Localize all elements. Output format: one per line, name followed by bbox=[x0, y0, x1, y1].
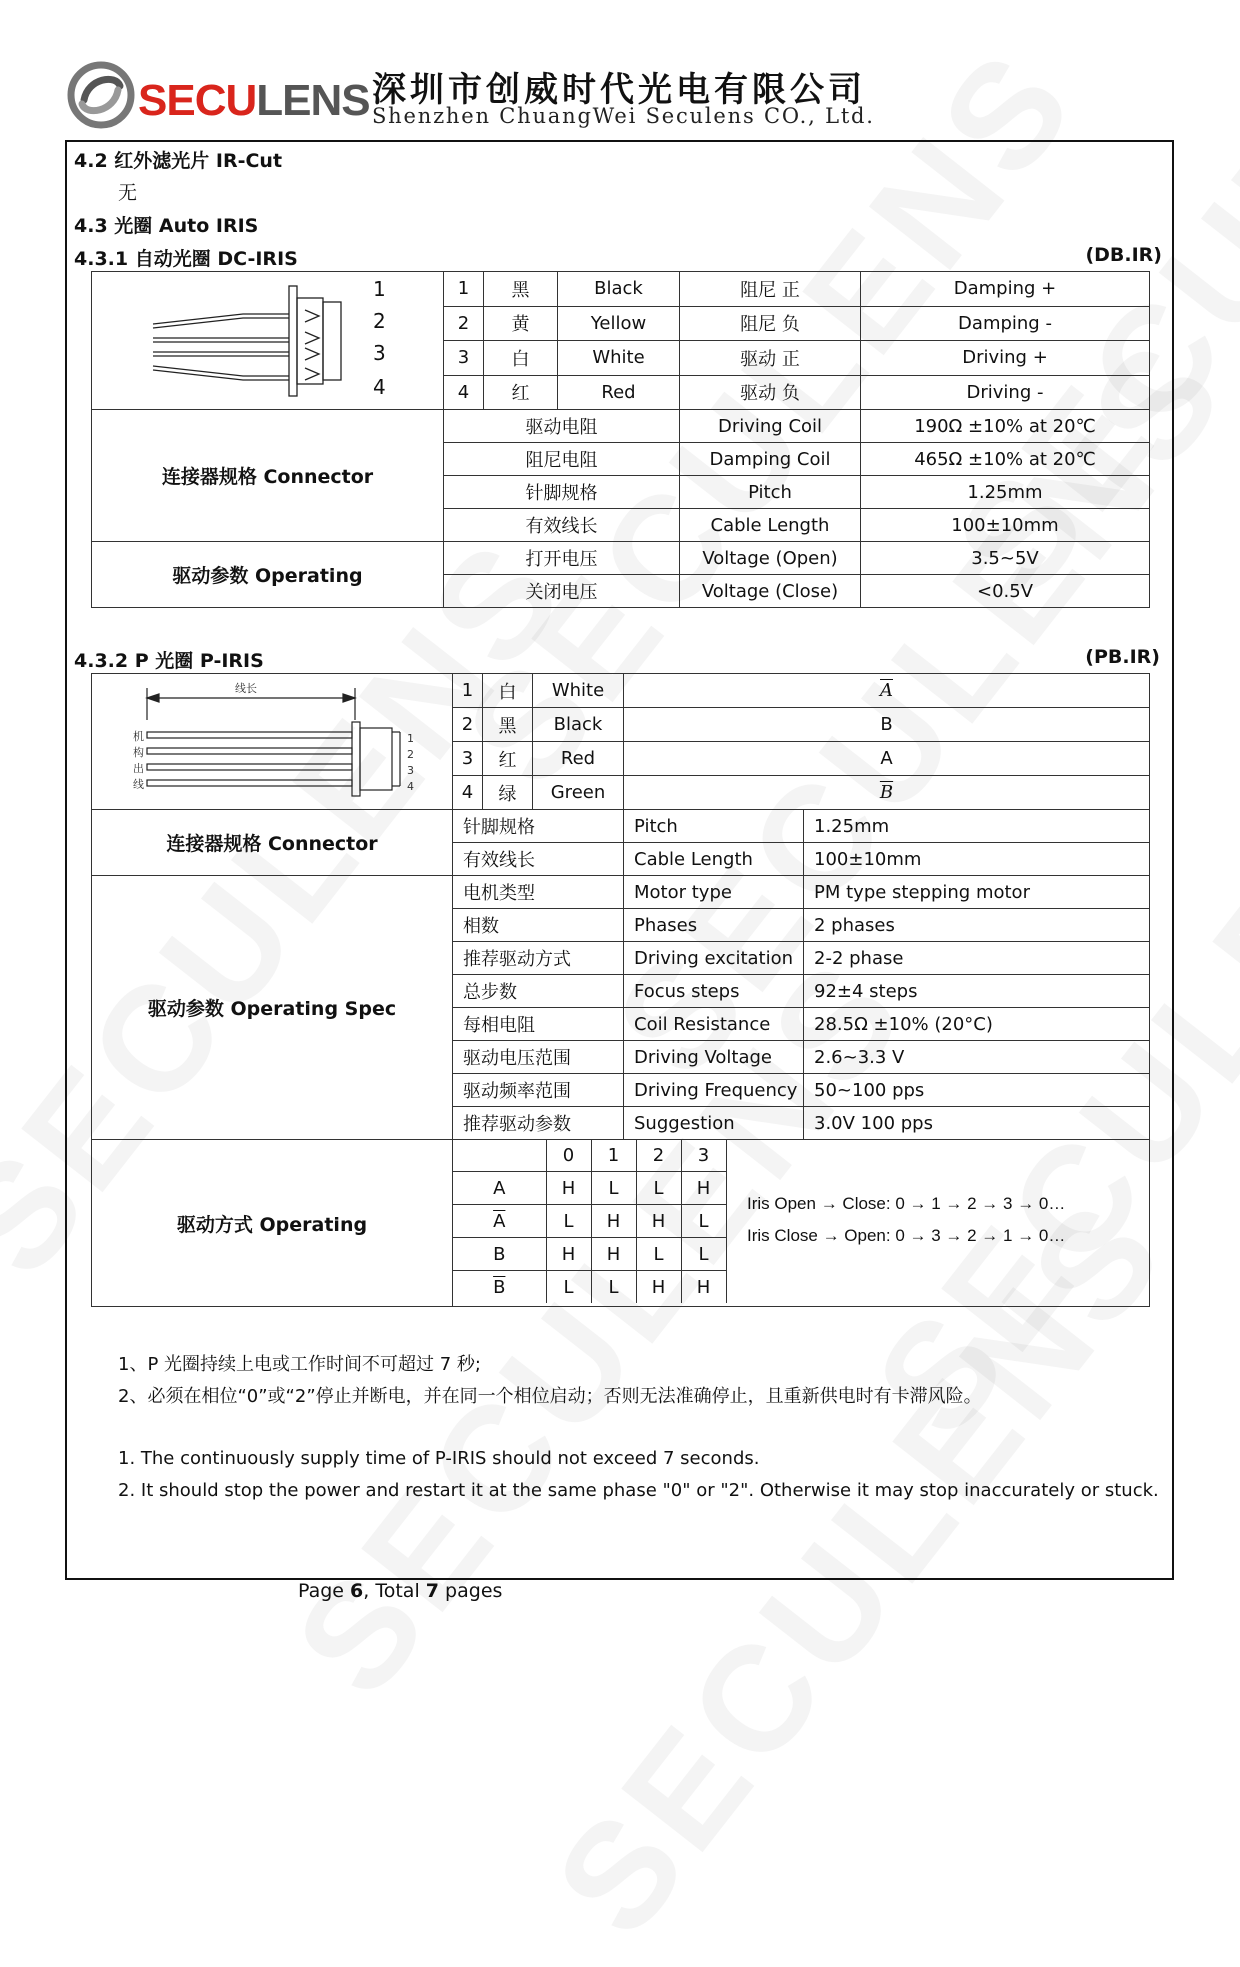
phase-corner bbox=[453, 1140, 546, 1172]
wire-color-cn: 绿 bbox=[483, 776, 533, 810]
spec-name-en: Damping Coil bbox=[680, 443, 861, 476]
sequence-open: Iris Open → Close: 0 → 1 → 2 → 3 → 0… bbox=[747, 1194, 1066, 1213]
spec-value: 100±10mm bbox=[804, 843, 1150, 876]
note-cn-1: 1、P 光圈持续上电或工作时间不可超过 7 秒; bbox=[118, 1354, 481, 1375]
dc-iris-table bbox=[91, 271, 1150, 608]
spec-name-en: Driving Frequency bbox=[624, 1074, 804, 1107]
spec-value: 1.25mm bbox=[804, 810, 1150, 843]
spec-name-en: Coil Resistance bbox=[624, 1008, 804, 1041]
drive-mode-label: 驱动方式 Operating bbox=[92, 1140, 453, 1307]
wire-function-cn: 驱动 负 bbox=[680, 375, 861, 410]
phase-value: H bbox=[546, 1238, 591, 1271]
spec-name-cn: 针脚规格 bbox=[444, 476, 680, 509]
phase-value: L bbox=[591, 1271, 636, 1304]
drive-mode-cell bbox=[453, 1140, 1150, 1307]
phase-value: L bbox=[681, 1205, 726, 1238]
phase-name bbox=[453, 1271, 546, 1304]
phase-value: H bbox=[636, 1205, 681, 1238]
diagram-pin-label: 3 bbox=[406, 764, 414, 777]
spec-name-cn: 驱动电压范围 bbox=[453, 1041, 624, 1074]
sequence-close: Iris Close → Open: 0 → 3 → 2 → 1 → 0… bbox=[747, 1226, 1066, 1245]
wire-function-en: Damping - bbox=[861, 306, 1150, 341]
note-en-2: 2. It should stop the power and restart it at the same phase "0" or "2". Otherwise it may stop inaccurately or stuck. bbox=[118, 1480, 1159, 1501]
spec-value: 28.5Ω ±10% (20°C) bbox=[804, 1008, 1150, 1041]
spec-name-cn: 驱动电阻 bbox=[444, 410, 680, 443]
wire-color-cn: 白 bbox=[484, 341, 558, 376]
wire-color-en: Black bbox=[533, 708, 624, 742]
wire-function-cn: 阻尼 负 bbox=[680, 306, 861, 341]
footer-total-pages: 7 bbox=[425, 1580, 440, 1602]
spec-value: 100±10mm bbox=[861, 509, 1150, 542]
signal-b-bar: $\overline{B}$ bbox=[879, 782, 894, 803]
wire-color-en: Red bbox=[533, 742, 624, 776]
note-cn-2: 2、必须在相位“0”或“2”停止并断电，并在同一个相位启动；否则无法准确停止，且重新供电时有卡滞风险。 bbox=[118, 1386, 982, 1407]
connector-spec-label: 连接器规格 Connector bbox=[92, 410, 444, 542]
section-4-2-title: 4.2 红外滤光片 IR-Cut bbox=[74, 150, 283, 172]
phase-name bbox=[453, 1205, 546, 1238]
footer-middle: , Total bbox=[363, 1580, 426, 1602]
connector-diagram-icon bbox=[93, 272, 443, 404]
phase-value: L bbox=[636, 1172, 681, 1205]
wire-color-en: Black bbox=[558, 272, 680, 307]
diagram-pin-label: 1 bbox=[372, 277, 386, 301]
diagram-side-label: 构 bbox=[132, 746, 144, 759]
spec-value: PM type stepping motor bbox=[804, 876, 1150, 909]
spec-name-en: Voltage (Close) bbox=[680, 575, 861, 608]
footer-suffix: pages bbox=[439, 1580, 503, 1602]
phase-name-bar: $\overline{B}$ bbox=[493, 1276, 506, 1298]
spec-name-cn: 推荐驱动参数 bbox=[453, 1107, 624, 1140]
section-4-3-2-title: 4.3.2 P 光圈 P-IRIS bbox=[74, 650, 264, 672]
company-name-cn: 深圳市创威时代光电有限公司 bbox=[372, 70, 866, 110]
logo-text: SECULENS bbox=[138, 76, 370, 125]
spec-name-cn: 驱动频率范围 bbox=[453, 1074, 624, 1107]
diagram-pin-label: 2 bbox=[372, 309, 386, 333]
wire-number: 3 bbox=[444, 341, 484, 376]
spec-name-en: Voltage (Open) bbox=[680, 542, 861, 575]
spec-name-cn: 总步数 bbox=[453, 975, 624, 1008]
signal-a-bar: $\overline{A}$ bbox=[880, 680, 893, 701]
spec-name-en: Suggestion bbox=[624, 1107, 804, 1140]
wire-number: 1 bbox=[444, 272, 484, 307]
spec-name-cn: 关闭电压 bbox=[444, 575, 680, 608]
section-4-3-title: 4.3 光圈 Auto IRIS bbox=[74, 215, 259, 237]
wire-function-en: Driving + bbox=[861, 341, 1150, 376]
wire-color-cn: 红 bbox=[483, 742, 533, 776]
footer-page-number: 6 bbox=[350, 1580, 364, 1602]
spec-value: 2.6~3.3 V bbox=[804, 1041, 1150, 1074]
diagram-pin-label: 3 bbox=[372, 341, 386, 365]
spec-name-en: Cable Length bbox=[680, 509, 861, 542]
wire-color-cn: 黄 bbox=[484, 306, 558, 341]
spec-value: 465Ω ±10% at 20℃ bbox=[861, 443, 1150, 476]
spec-value: 190Ω ±10% at 20℃ bbox=[861, 410, 1150, 443]
phase-value: L bbox=[681, 1238, 726, 1271]
phase-name: B bbox=[453, 1238, 546, 1271]
operating-spec-label: 驱动参数 Operating Spec bbox=[92, 876, 453, 1140]
wire-signal bbox=[624, 776, 1150, 810]
wire-color-en: Red bbox=[558, 375, 680, 410]
diagram-length-label: 线长 bbox=[234, 682, 257, 695]
phase-value: H bbox=[681, 1172, 726, 1205]
wire-color-en: White bbox=[533, 674, 624, 708]
spec-name-en: Cable Length bbox=[624, 843, 804, 876]
wire-color-cn: 红 bbox=[484, 375, 558, 410]
wire-color-en: Yellow bbox=[558, 306, 680, 341]
diagram-pin-label: 1 bbox=[406, 732, 414, 745]
wire-color-en: White bbox=[558, 341, 680, 376]
spec-value: 3.5~5V bbox=[861, 542, 1150, 575]
wire-function-cn: 阻尼 正 bbox=[680, 272, 861, 307]
spec-value: 92±4 steps bbox=[804, 975, 1150, 1008]
spec-name-cn: 阻尼电阻 bbox=[444, 443, 680, 476]
wire-function-en: Driving - bbox=[861, 375, 1150, 410]
wire-signal bbox=[624, 674, 1150, 708]
phase-step-header: 2 bbox=[636, 1140, 681, 1172]
section-4-2-value: 无 bbox=[118, 182, 138, 204]
company-logo-icon bbox=[66, 60, 136, 130]
wire-signal: B bbox=[624, 708, 1150, 742]
spec-value: 2 phases bbox=[804, 909, 1150, 942]
phase-step-header: 3 bbox=[681, 1140, 726, 1172]
wire-number: 1 bbox=[453, 674, 483, 708]
wire-number: 4 bbox=[453, 776, 483, 810]
connector-diagram-icon bbox=[95, 674, 450, 804]
page-footer bbox=[298, 1580, 502, 1602]
phase-name-bar: $\overline{A}$ bbox=[493, 1210, 506, 1232]
wire-signal: A bbox=[624, 742, 1150, 776]
spec-name-cn: 相数 bbox=[453, 909, 624, 942]
phase-value: L bbox=[591, 1172, 636, 1205]
diagram-pin-label: 4 bbox=[406, 780, 414, 793]
wire-color-en: Green bbox=[533, 776, 624, 810]
section-4-3-1-title: 4.3.1 自动光圈 DC-IRIS bbox=[74, 248, 298, 270]
spec-value: 2-2 phase bbox=[804, 942, 1150, 975]
spec-value: <0.5V bbox=[861, 575, 1150, 608]
phase-value: H bbox=[591, 1205, 636, 1238]
phase-name: A bbox=[453, 1172, 546, 1205]
wire-number: 2 bbox=[444, 306, 484, 341]
spec-value: 50~100 pps bbox=[804, 1074, 1150, 1107]
company-name-en: Shenzhen ChuangWei Seculens CO., Ltd. bbox=[372, 104, 875, 128]
spec-name-cn: 有效线长 bbox=[453, 843, 624, 876]
wire-function-cn: 驱动 正 bbox=[680, 341, 861, 376]
wire-number: 4 bbox=[444, 375, 484, 410]
p-iris-table bbox=[91, 673, 1150, 1307]
diagram-side-label: 线 bbox=[132, 778, 144, 791]
phase-value: H bbox=[681, 1271, 726, 1304]
spec-name-cn: 有效线长 bbox=[444, 509, 680, 542]
spec-name-en: Phases bbox=[624, 909, 804, 942]
dc-iris-connector-diagram bbox=[92, 272, 444, 410]
spec-name-en: Driving Coil bbox=[680, 410, 861, 443]
wire-function-en: Damping + bbox=[861, 272, 1150, 307]
phase-value: H bbox=[546, 1172, 591, 1205]
diagram-pin-label: 2 bbox=[406, 748, 414, 761]
connector-spec-label: 连接器规格 Connector bbox=[92, 810, 453, 876]
spec-name-cn: 推荐驱动方式 bbox=[453, 942, 624, 975]
spec-value: 3.0V 100 pps bbox=[804, 1107, 1150, 1140]
phase-value: H bbox=[591, 1238, 636, 1271]
diagram-side-label: 出 bbox=[132, 762, 144, 775]
footer-prefix: Page bbox=[298, 1580, 351, 1602]
wire-color-cn: 黑 bbox=[484, 272, 558, 307]
spec-name-cn: 每相电阻 bbox=[453, 1008, 624, 1041]
spec-name-en: Driving Voltage bbox=[624, 1041, 804, 1074]
operating-spec-label: 驱动参数 Operating bbox=[92, 542, 444, 608]
spec-name-en: Focus steps bbox=[624, 975, 804, 1008]
wire-number: 3 bbox=[453, 742, 483, 776]
diagram-side-label: 机 bbox=[132, 730, 144, 743]
spec-name-en: Driving excitation bbox=[624, 942, 804, 975]
p-iris-code: (PB.IR) bbox=[1085, 646, 1160, 668]
wire-color-cn: 黑 bbox=[483, 708, 533, 742]
spec-value: 1.25mm bbox=[861, 476, 1150, 509]
dc-iris-code: (DB.IR) bbox=[1085, 244, 1162, 266]
wire-color-cn: 白 bbox=[483, 674, 533, 708]
phase-value: L bbox=[546, 1271, 591, 1304]
spec-name-en: Pitch bbox=[680, 476, 861, 509]
spec-name-cn: 打开电压 bbox=[444, 542, 680, 575]
note-en-1: 1. The continuously supply time of P-IRIS should not exceed 7 seconds. bbox=[118, 1448, 760, 1469]
phase-value: H bbox=[636, 1271, 681, 1304]
phase-step-header: 0 bbox=[546, 1140, 591, 1172]
spec-name-en: Pitch bbox=[624, 810, 804, 843]
phase-value: L bbox=[636, 1238, 681, 1271]
phase-table bbox=[453, 1140, 727, 1304]
spec-name-en: Motor type bbox=[624, 876, 804, 909]
diagram-pin-label: 4 bbox=[372, 375, 386, 399]
p-iris-connector-diagram bbox=[92, 674, 453, 810]
phase-step-header: 1 bbox=[591, 1140, 636, 1172]
spec-name-cn: 电机类型 bbox=[453, 876, 624, 909]
spec-name-cn: 针脚规格 bbox=[453, 810, 624, 843]
phase-value: L bbox=[546, 1205, 591, 1238]
wire-number: 2 bbox=[453, 708, 483, 742]
